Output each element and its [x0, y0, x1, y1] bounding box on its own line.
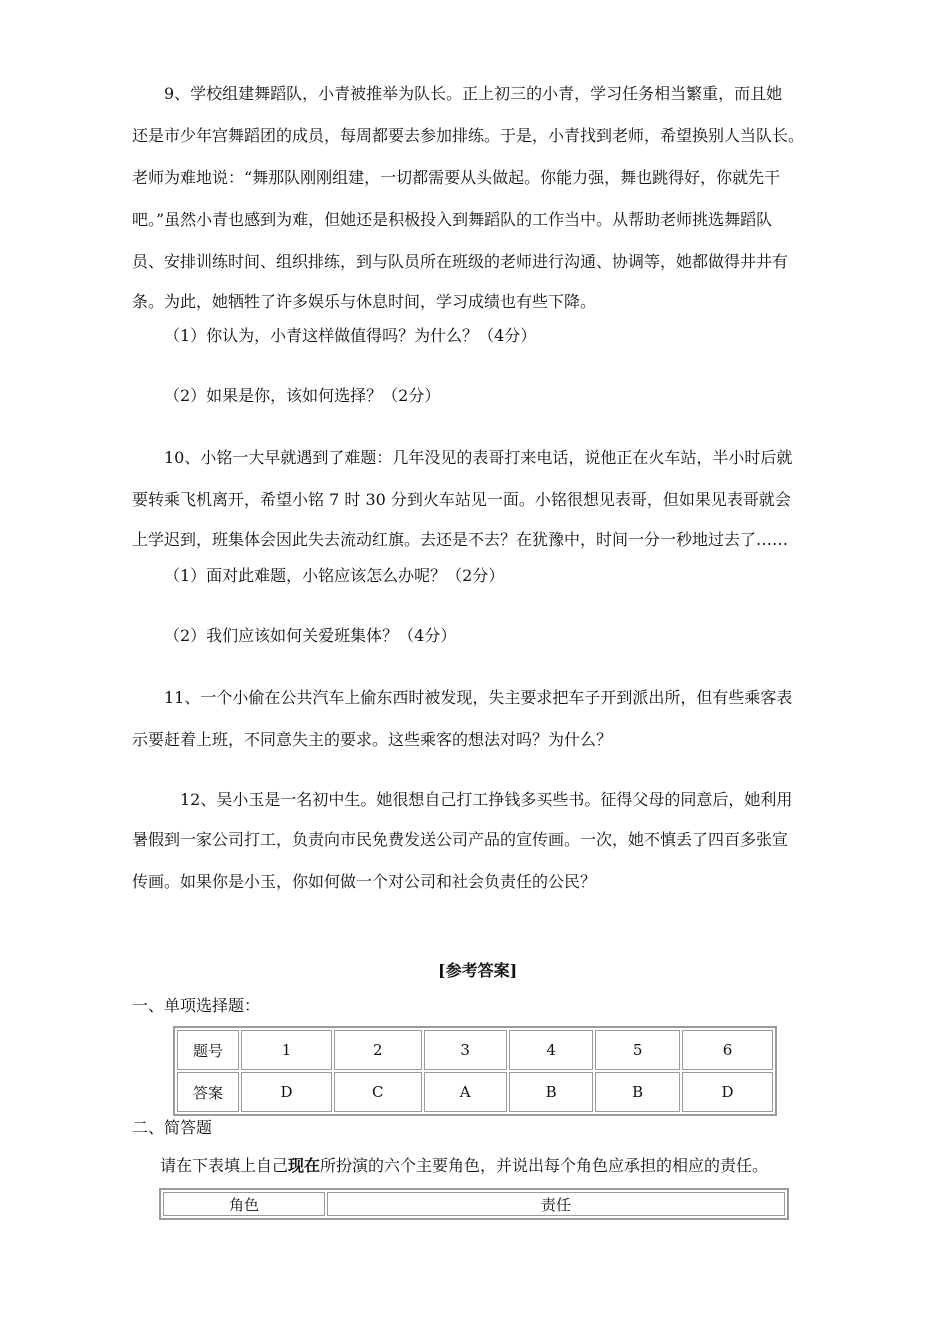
instruction-emphasis: 现在 [288, 1156, 321, 1175]
q10-subquestion-1: （1）面对此难题，小铭应该怎么办呢？（2分） [164, 566, 505, 585]
section-1-heading: 一、单项选择题： [132, 996, 261, 1015]
q9-line-3: 老师为难地说：“舞那队刚刚组建，一切都需要从头做起。你能力强，舞也跳得好，你就先干 [132, 168, 781, 187]
roles-header-role: 角色 [163, 1192, 325, 1216]
table-cell: D [241, 1072, 332, 1112]
q10-line-2: 要转乘飞机离开，希望小铭 7 时 30 分到火车站见一面。小铭很想见表哥，但如果见表哥就会 [132, 490, 791, 509]
table-cell: B [595, 1072, 680, 1112]
roles-table [159, 1188, 789, 1220]
q12-line-2: 暑假到一家公司打工，负责向市民免费发送公司产品的宣传画。一次，她不慎丢了四百多张宣 [132, 830, 789, 849]
instruction-pre: 请在下表填上自己 [160, 1156, 289, 1175]
table-row [177, 1072, 773, 1112]
table-cell: C [334, 1072, 421, 1112]
q10-line-1: 10、小铭一大早就遇到了难题：几年没见的表哥打来电话，说他正在火车站，半小时后就 [164, 448, 793, 467]
q10-line-3: 上学迟到，班集体会因此失去流动红旗。去还是不去？在犹豫中，时间一分一秒地过去了…… [132, 530, 789, 549]
q9-line-5: 员、安排训练时间、组织排练，到与队员所在班级的老师进行沟通、协调等，她都做得井井有 [132, 252, 789, 271]
q12-line-3: 传画。如果你是小玉，你如何做一个对公司和社会负责任的公民？ [132, 872, 597, 891]
q9-line-1: 9、学校组建舞蹈队，小青被推举为队长。正上初三的小青，学习任务相当繁重，而且她 [164, 84, 783, 103]
row-header-answer: 答案 [177, 1072, 239, 1112]
table-cell: B [509, 1072, 594, 1112]
instruction-text [160, 1156, 768, 1176]
table-cell: 3 [424, 1030, 507, 1070]
q9-line-6: 条。为此，她牺牲了许多娱乐与休息时间，学习成绩也有些下降。 [132, 292, 597, 311]
q10-subquestion-2: （2）我们应该如何关爱班集体？（4分） [164, 626, 457, 645]
table-cell: 4 [509, 1030, 594, 1070]
table-cell: 1 [241, 1030, 332, 1070]
table-cell: 2 [334, 1030, 421, 1070]
table-cell: D [682, 1072, 773, 1112]
q9-subquestion-2: （2）如果是你，该如何选择？（2分） [164, 386, 441, 405]
row-header-number: 题号 [177, 1030, 239, 1070]
answers-title: [参考答案] [438, 961, 518, 980]
q9-subquestion-1: （1）你认为，小青这样做值得吗？为什么？（4分） [164, 326, 537, 345]
table-row [177, 1030, 773, 1070]
table-cell: 6 [682, 1030, 773, 1070]
table-cell: 5 [595, 1030, 680, 1070]
q9-line-4: 吧。”虽然小青也感到为难，但她还是积极投入到舞蹈队的工作当中。从帮助老师挑选舞蹈队 [132, 210, 773, 229]
q12-line-1: 12、吴小玉是一名初中生。她很想自己打工挣钱多买些书。征得父母的同意后，她利用 [180, 790, 793, 809]
instruction-post: 所扮演的六个主要角色，并说出每个角色应承担的相应的责任。 [320, 1156, 769, 1175]
answer-table [173, 1026, 777, 1116]
table-row [163, 1192, 785, 1216]
roles-header-duty: 责任 [327, 1192, 785, 1216]
table-cell: A [424, 1072, 507, 1112]
q11-line-2: 示要赶着上班，不同意失主的要求。这些乘客的想法对吗？为什么？ [132, 730, 613, 749]
section-2-heading: 二、简答题 [132, 1118, 213, 1137]
q9-line-2: 还是市少年宫舞蹈团的成员，每周都要去参加排练。于是，小青找到老师，希望换别人当队长。 [132, 126, 805, 145]
q11-line-1: 11、一个小偷在公共汽车上偷东西时被发现，失主要求把车子开到派出所，但有些乘客表 [164, 688, 793, 707]
